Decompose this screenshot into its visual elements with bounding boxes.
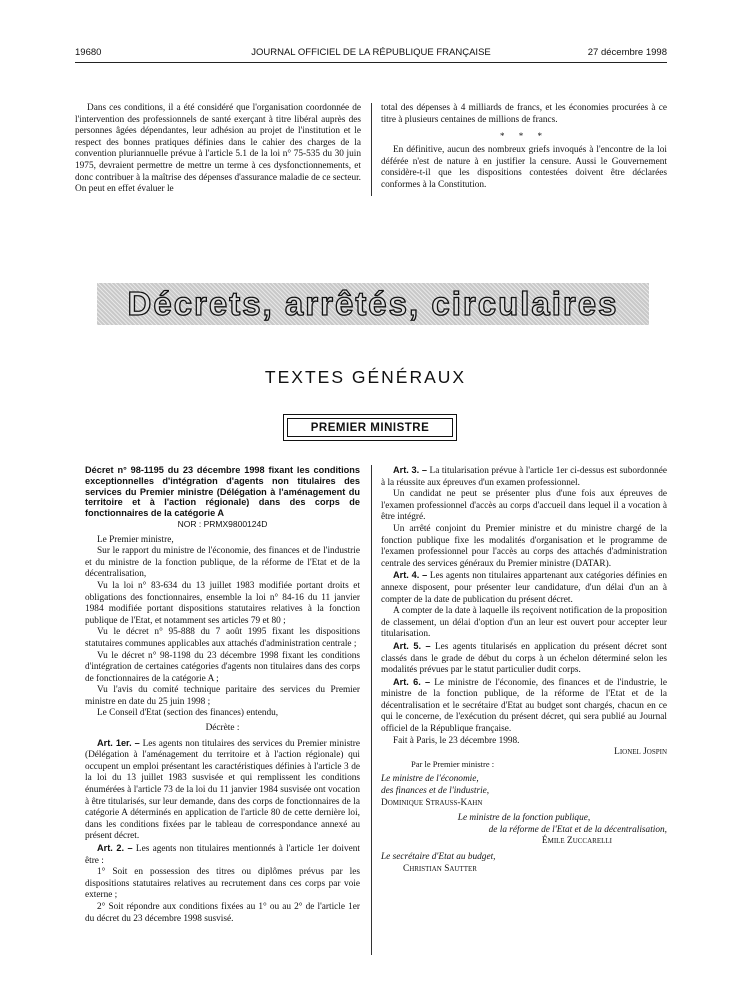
ministry-label: PREMIER MINISTRE <box>287 418 453 437</box>
header-rule <box>75 62 667 63</box>
decree-preamble: Le Premier ministre, <box>97 534 174 545</box>
article-3 <box>381 465 667 489</box>
article-text: Les agents non titulaires mentionnés à l'article 1er doivent être : <box>85 844 360 866</box>
top-column-divider <box>371 103 372 196</box>
issue-date: 27 décembre 1998 <box>587 47 667 58</box>
article-label: Art. 6. – <box>393 676 431 687</box>
article-label: Art. 5. – <box>393 640 431 651</box>
decree-visa: Vu le décret n° 98-1198 du 23 décembre 1998 fixant les conditions d'intégration de certaines catégories d'agents non titulaires dans des corps de fonctionnaires de la catégorie A ; <box>85 650 360 684</box>
signature-title-fp-2: de la réforme de l'Etat et de la décentralisation, <box>488 824 667 835</box>
article-text: La titularisation prévue à l'article 1er ci-dessus est subordonnée à la réussite aux épreuves d'un examen professionnel. <box>381 466 667 488</box>
decree-left-column <box>85 465 360 925</box>
decree-column-divider <box>371 465 372 955</box>
article-text: Les agents titularisés en application du présent décret sont classés dans le grade de début du corps à un échelon déterminé selon les modalités prévues par le statut particulier dudit corps. <box>381 641 668 676</box>
signature-prime-minister: Lionel Jospin <box>614 747 667 758</box>
signature-title-eco: Le ministre de l'économie, <box>381 774 479 785</box>
nor-reference: NOR : PRMX9800124D <box>177 518 268 529</box>
section-banner <box>97 283 649 325</box>
top-left-column <box>75 103 361 196</box>
ministry-box <box>283 414 457 441</box>
article-text: Les agents non titulaires des services du Premier ministre (Délégation à l'aménagement du territoire et à l'action régionale) qui occupent un emploi présentant les caractéristiques définies à l'article 3 de la loi du 13 juillet 1983 susvisée et qui remplissent les conditions énumérées à l'article 73 de la loi du 11 janvier 1984 susvisée ont vocation à être titularisés, sur leur demande, dans des corps de fonctionnaires de la catégorie A déterminés en application de l'article 80 de cette dernière loi, dans les conditions fixées par le tableau de correspondance annexé au présent décret. <box>85 738 360 842</box>
article-6 <box>381 677 667 736</box>
decree-visa: Sur le rapport du ministre de l'économie, des finances et de l'industrie et du ministre de la fonction publique, de la réforme de l'Etat et de la décentralisation, <box>85 546 360 580</box>
top-left-paragraph: Dans ces conditions, il a été considéré que l'organisation coordonnée de l'intervention des professionnels de santé exerçant à titre libéral auprès des personnes âgées dépendantes, leur adhésion au projet de l'institution et le respect des bonnes pratiques définies dans le cahier des charges de la convention pluriannuelle prévue à l'article 5.1 de la loi n° 75-535 du 30 juin 1975, devraient permettre de mettre un terme à ces dysfonctionnements, et donc contribuer à la maîtrise des dépenses d'assurance maladie de ce secteur. On peut en effet évaluer le <box>75 103 361 195</box>
article-text: Un arrêté conjoint du Premier ministre et du ministre chargé de la fonction publique fixe les modalités d'organisation et le programme de l'examen professionnel pour l'accès au corps des attachés d'administration centrale des services généraux du Premier ministre (DATAR). <box>381 523 667 569</box>
journal-title: JOURNAL OFFICIEL DE LA RÉPUBLIQUE FRANÇAISE <box>251 47 491 58</box>
decree-visa: Vu le décret n° 95-888 du 7 août 1995 fixant les dispositions statutaires communes applicables aux attachés d'administration centrale ; <box>85 627 360 649</box>
top-right-paragraph-2: En définitive, aucun des nombreux griefs invoqués à l'encontre de la loi déférée n'est de nature à en justifier la censure. Aussi le Gouvernement considère-t-il que les dispositions contestées doivent être déclarées conformes à la Constitution. <box>381 145 667 190</box>
decree-title: Décret n° 98-1195 du 23 décembre 1998 fixant les conditions exceptionnelles d'intégration d'agents non titulaires des services du Premier ministre (Délégation à l'aménagement du territoire et à l'action régionale) dans des corps de fonctionnaires de la catégorie A <box>85 465 360 519</box>
top-right-paragraph: total des dépenses à 4 milliards de francs, et les économies procurées à ce titre à plusieurs centaines de millions de francs. <box>381 103 667 125</box>
decree-visa: Le Conseil d'Etat (section des finances) entendu, <box>97 708 279 719</box>
article-text: Les agents non titulaires appartenant aux catégories définies en annexe disposent, pour présenter leur candidature, d'un délai d'un an à compter de la date de publication du présent décret. <box>381 571 668 605</box>
banner-title: Décrets, arrêtés, circulaires <box>127 285 619 322</box>
decree-visa: Vu la loi n° 83-634 du 13 juillet 1983 modifiée portant droits et obligations des fonctionnaires, ensemble la loi n° 84-16 du 11 janvier 1984 modifiée portant dispositions statutaires relatives à la fonction publique de l'Etat, et notamment ses articles 79 et 80 ; <box>85 580 360 626</box>
article-4 <box>381 570 667 606</box>
section-stars: * * * <box>500 131 548 142</box>
signature-name-fp: Émile Zuccarelli <box>541 836 612 847</box>
signature-name-budget: Christian Sautter <box>403 863 477 874</box>
decree-right-column <box>381 465 667 875</box>
page-number: 19680 <box>75 47 102 58</box>
article-text: Le ministre de l'économie, des finances et de l'industrie, le ministre de la fonction publique, de la réforme de l'Etat et de la décentralisation et le secrétaire d'Etat au budget sont chargés, chacun en ce qui le concerne, de l'exécution du présent décret, qui sera publié au Journal officiel de la République française. <box>381 677 667 735</box>
signature-title-eco-2: des finances et de l'industrie, <box>381 786 490 797</box>
signature-name-eco: Dominique Strauss-Kahn <box>381 797 483 808</box>
page-header <box>75 47 667 61</box>
article-2 <box>85 843 360 867</box>
article-label: Art. 4. – <box>393 570 428 581</box>
article-text: A compter de la date à laquelle ils reçoivent notification de la proposition de classement, un délai d'option d'un an leur est ouvert pour accepter leur titularisation. <box>381 606 667 640</box>
decree-visa: Vu l'avis du comité technique paritaire des services du Premier ministre en date du 25 juin 1998 ; <box>85 685 360 707</box>
article-2-item: 1° Soit en possession des titres ou diplômes prévus par les dispositions statutaires relatives au recrutement dans ces corps par voie externe ; <box>85 867 360 901</box>
article-1 <box>85 738 360 843</box>
signature-par-pm: Par le Premier ministre : <box>411 758 495 769</box>
article-label: Art. 1er. – <box>97 737 140 748</box>
signature-title-budget: Le secrétaire d'Etat au budget, <box>381 852 496 862</box>
article-2-item: 2° Soit répondre aux conditions fixées au 1° ou au 2° de l'article 1er du décret du 23 décembre 1998 susvisé. <box>85 901 360 924</box>
signature-place-date: Fait à Paris, le 23 décembre 1998. <box>393 735 520 746</box>
decrete-heading: Décrète : <box>205 723 240 734</box>
article-5 <box>381 641 667 677</box>
article-label: Art. 2. – <box>97 843 133 854</box>
article-text: Un candidat ne peut se présenter plus d'une fois aux épreuves de l'examen professionnel d'accès au corps d'accueil dans lequel il a vocation à être intégré. <box>381 489 667 523</box>
article-label: Art. 3. – <box>393 465 428 475</box>
signature-title-fp: Le ministre de la fonction publique, <box>457 813 591 824</box>
top-right-column <box>381 103 667 192</box>
section-title: TEXTES GÉNÉRAUX <box>264 367 467 387</box>
